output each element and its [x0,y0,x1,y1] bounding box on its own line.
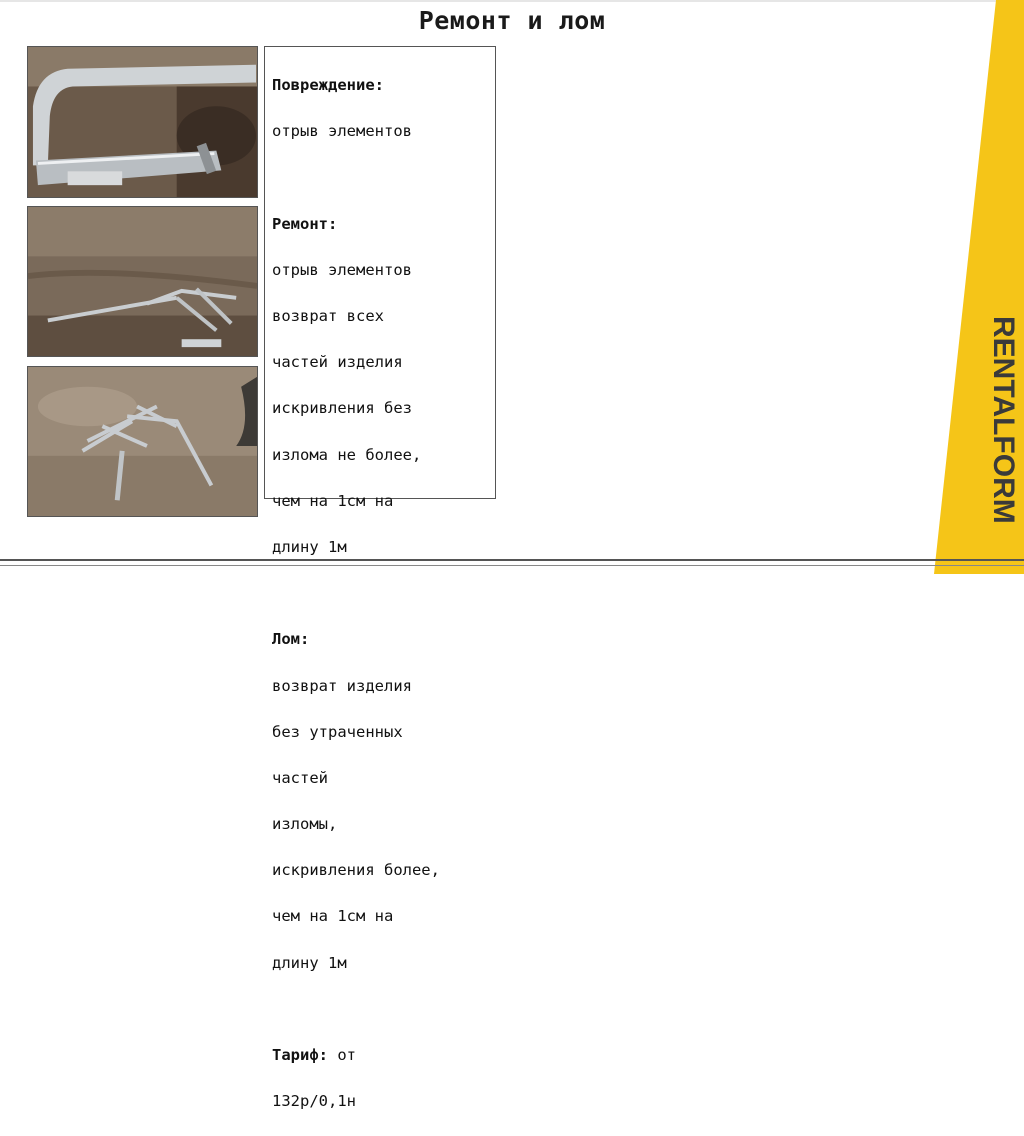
tariff-value-line2: 132р/0,1н [272,1092,356,1111]
repair-line: чем на 1см на [272,491,394,510]
slide-title: Ремонт и лом [418,6,606,35]
repair-line: излома не более, [272,445,422,464]
photo-broken-frame-parts [27,366,258,517]
damage-text: отрыв элементов [272,122,412,141]
brand-text: RENTALFORM [987,316,1020,524]
scrap-label: Лом: [272,630,310,649]
photo-bent-frame-closeup [27,46,258,198]
repair-line: искривления без [272,399,412,418]
brand-logo [934,0,1024,574]
repair-line: возврат всех [272,307,384,326]
scrap-line: возврат изделия [272,676,412,695]
description-text [272,51,492,1136]
scrap-line: длину 1м [272,953,347,972]
scrap-line: без утраченных [272,722,403,741]
scrap-line: искривления более, [272,861,440,880]
scrap-line: изломы, [272,815,338,834]
damage-label: Повреждение: [272,76,384,95]
repair-label: Ремонт: [272,214,338,233]
top-edge [0,0,1024,2]
repair-line: частей изделия [272,353,403,372]
repair-line: длину 1м [272,537,347,556]
tariff-value: от [337,1046,357,1065]
tariff-label: Тариф: [272,1046,328,1065]
scrap-line: частей [272,768,328,787]
footer-rule [0,559,1024,561]
repair-line: отрыв элементов [272,260,412,279]
photo-frame-on-ground [27,206,258,357]
tariff-line [272,1044,492,1067]
footer-rule-thin [0,565,1024,566]
scrap-line: чем на 1см на [272,907,394,926]
